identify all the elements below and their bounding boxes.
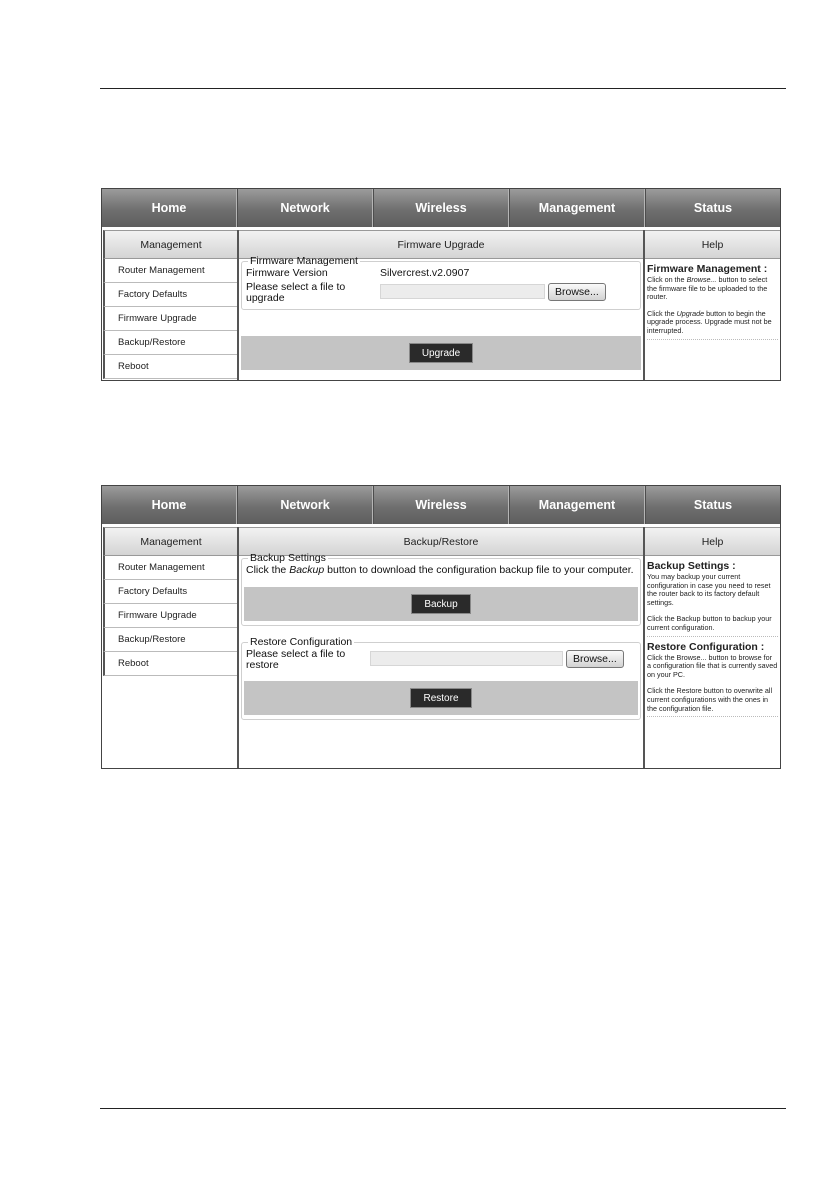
restore-file-input[interactable]: [370, 651, 563, 666]
sidebar-item-reboot[interactable]: Reboot: [103, 652, 237, 676]
panel-title: Backup/Restore: [239, 527, 643, 556]
help-restore-text-2: Click the Restore button to overwrite all current configurations with the ones in the configuration file.: [647, 686, 773, 713]
backup-description: Click the Backup button to download the configuration backup file to your computer.: [246, 564, 634, 576]
backup-button[interactable]: Backup: [411, 594, 470, 614]
help-header: Help: [645, 230, 780, 259]
sidebar: [102, 230, 239, 380]
sidebar-item-factory-defaults[interactable]: Factory Defaults: [103, 283, 237, 307]
nav-wireless[interactable]: Wireless: [373, 486, 509, 524]
nav-management[interactable]: Management: [509, 189, 645, 227]
select-file-label: Please select a file to upgrade: [246, 281, 346, 304]
help-divider: [647, 636, 778, 637]
help-text-browse: Click on the Browse... button to select the firmware file to be uploaded to the router.: [647, 275, 768, 302]
backup-settings-group: [241, 552, 641, 626]
firmware-file-input[interactable]: [380, 284, 545, 299]
help-title: Firmware Management :: [647, 263, 768, 275]
nav-network[interactable]: Network: [237, 486, 373, 524]
nav-network[interactable]: Network: [237, 189, 373, 227]
restore-bar: [244, 681, 638, 715]
restore-select-label: Please select a file to restore: [246, 648, 346, 671]
top-navigation: [102, 189, 780, 227]
nav-home[interactable]: Home: [102, 486, 237, 524]
help-text-upgrade: Click the Upgrade button to begin the upgrade process. Upgrade must not be interrupted.: [647, 308, 772, 335]
help-header: Help: [645, 527, 780, 556]
nav-status[interactable]: Status: [645, 189, 780, 227]
nav-management[interactable]: Management: [509, 486, 645, 524]
nav-home[interactable]: Home: [102, 189, 237, 227]
help-backup-text-1: You may backup your current configuration in case you need to reset the router back to its factory default settings.: [647, 572, 771, 607]
help-panel: [645, 527, 780, 768]
help-divider: [647, 716, 778, 717]
backup-legend: Backup Settings: [250, 552, 326, 564]
sidebar-item-factory-defaults[interactable]: Factory Defaults: [103, 580, 237, 604]
firmware-management-group: [241, 255, 641, 310]
sidebar-header: Management: [103, 230, 237, 259]
help-restore-title: Restore Configuration :: [647, 640, 765, 653]
firmware-version-label: Firmware Version: [246, 267, 328, 279]
sidebar-item-firmware-upgrade[interactable]: Firmware Upgrade: [103, 307, 237, 331]
sidebar-item-backup-restore[interactable]: Backup/Restore: [103, 331, 237, 355]
backup-restore-screenshot: [101, 485, 781, 769]
firmware-upgrade-screenshot: [101, 188, 781, 381]
main-panel: [239, 230, 645, 380]
help-backup-text-2: Click the Backup button to backup your current configuration.: [647, 614, 772, 632]
main-panel: [239, 527, 645, 768]
group-legend: Firmware Management: [250, 255, 358, 267]
upgrade-bar: [241, 336, 641, 370]
restore-button[interactable]: Restore: [410, 688, 471, 708]
nav-status[interactable]: Status: [645, 486, 780, 524]
sidebar-item-router-management[interactable]: Router Management: [103, 556, 237, 580]
sidebar-header: Management: [103, 527, 237, 556]
sidebar-item-reboot[interactable]: Reboot: [103, 355, 237, 379]
help-backup-title: Backup Settings :: [647, 560, 736, 572]
sidebar-item-backup-restore[interactable]: Backup/Restore: [103, 628, 237, 652]
sidebar-item-router-management[interactable]: Router Management: [103, 259, 237, 283]
browse-button[interactable]: Browse...: [548, 283, 606, 301]
help-restore-text-1: Click the Browse... button to browse for a configuration file that is currently saved on your PC.: [647, 652, 778, 679]
nav-wireless[interactable]: Wireless: [373, 189, 509, 227]
restore-configuration-group: [241, 636, 641, 720]
panel-title: Firmware Upgrade: [239, 230, 643, 259]
help-divider: [647, 339, 778, 340]
page-header-rule: [100, 88, 786, 89]
firmware-version-value: Silvercrest.v2.0907: [380, 267, 470, 279]
backup-bar: [244, 587, 638, 621]
help-panel: [645, 230, 780, 380]
page-footer-rule: [100, 1108, 786, 1109]
restore-legend: Restore Configuration: [250, 636, 353, 648]
sidebar: [102, 527, 239, 768]
sidebar-item-firmware-upgrade[interactable]: Firmware Upgrade: [103, 604, 237, 628]
top-navigation: [102, 486, 780, 524]
browse-button[interactable]: Browse...: [566, 650, 624, 668]
upgrade-button[interactable]: Upgrade: [409, 343, 473, 363]
